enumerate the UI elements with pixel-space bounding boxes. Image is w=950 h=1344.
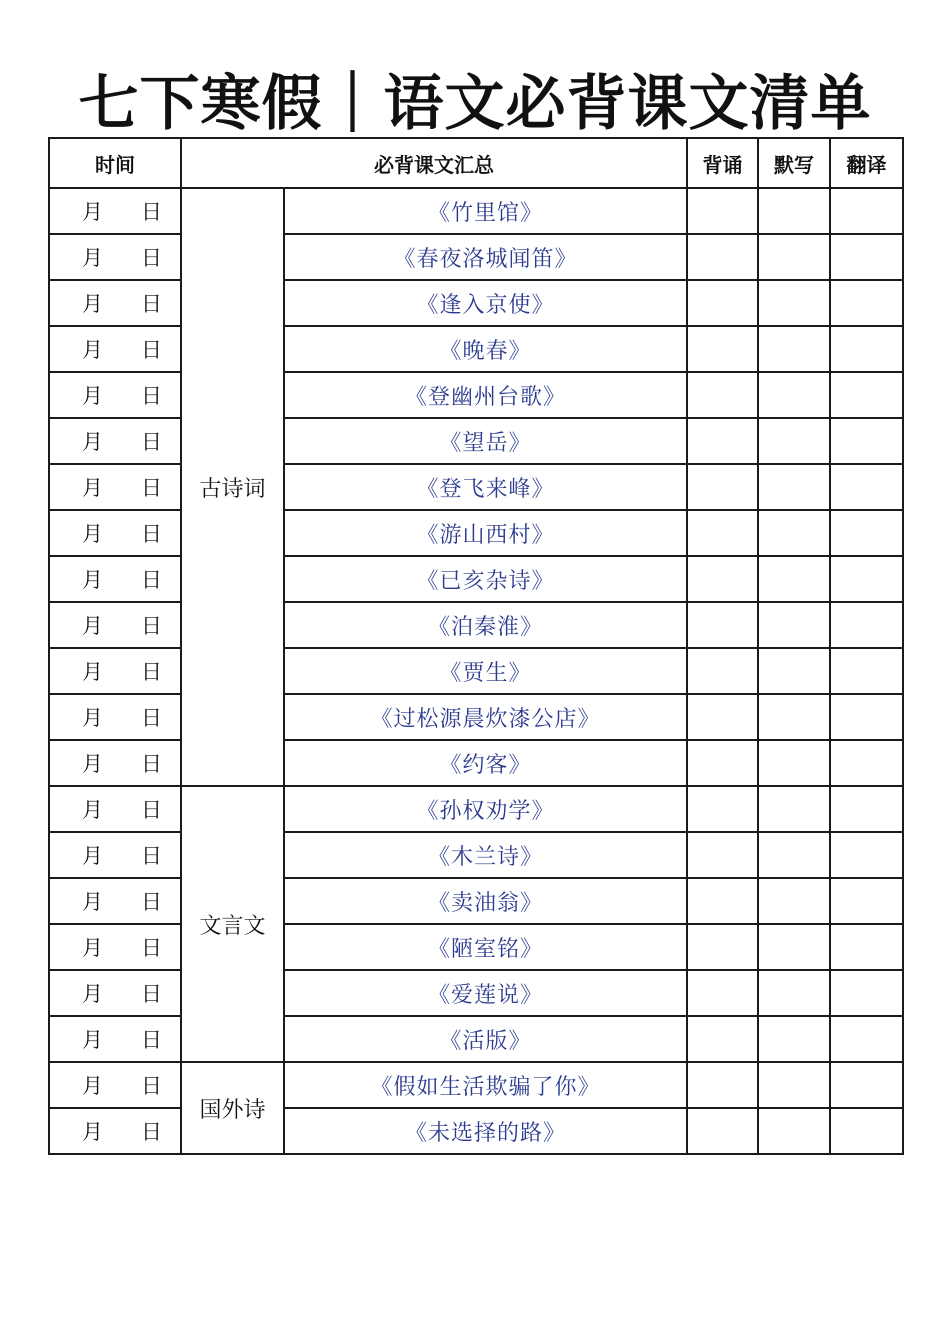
table-row (49, 924, 903, 970)
day-label: 日 (141, 1120, 162, 1144)
day-label: 日 (141, 568, 162, 592)
date-cell[interactable] (49, 418, 181, 464)
header-translate: 翻译 (830, 138, 903, 188)
text-title-cell: 《卖油翁》 (284, 878, 687, 924)
month-label: 月 (82, 614, 103, 638)
table-row (49, 1108, 903, 1154)
table-row (49, 510, 903, 556)
day-label: 日 (141, 200, 162, 224)
recite-checkbox-cell[interactable] (687, 280, 758, 326)
table-row (49, 234, 903, 280)
dictate-checkbox-cell[interactable] (758, 602, 830, 648)
recite-checkbox-cell[interactable] (687, 648, 758, 694)
table-row (49, 786, 903, 832)
translate-checkbox-cell[interactable] (830, 234, 903, 280)
dictate-checkbox-cell[interactable] (758, 510, 830, 556)
day-label: 日 (141, 430, 162, 454)
recite-checkbox-cell[interactable] (687, 326, 758, 372)
translate-checkbox-cell[interactable] (830, 464, 903, 510)
translate-checkbox-cell[interactable] (830, 510, 903, 556)
day-label: 日 (141, 844, 162, 868)
dictate-checkbox-cell[interactable] (758, 234, 830, 280)
day-label: 日 (141, 338, 162, 362)
dictate-checkbox-cell[interactable] (758, 740, 830, 786)
day-label: 日 (141, 798, 162, 822)
translate-checkbox-cell[interactable] (830, 786, 903, 832)
dictate-checkbox-cell[interactable] (758, 648, 830, 694)
translate-checkbox-cell[interactable] (830, 878, 903, 924)
dictate-checkbox-cell[interactable] (758, 556, 830, 602)
text-title-cell: 《约客》 (284, 740, 687, 786)
translate-checkbox-cell[interactable] (830, 970, 903, 1016)
recite-checkbox-cell[interactable] (687, 1062, 758, 1108)
text-title-cell: 《假如生活欺骗了你》 (284, 1062, 687, 1108)
day-label: 日 (141, 1028, 162, 1052)
text-title-cell: 《过松源晨炊漆公店》 (284, 694, 687, 740)
dictate-checkbox-cell[interactable] (758, 1062, 830, 1108)
text-title-cell: 《活版》 (284, 1016, 687, 1062)
month-label: 月 (82, 476, 103, 500)
month-label: 月 (82, 246, 103, 270)
translate-checkbox-cell[interactable] (830, 648, 903, 694)
recite-checkbox-cell[interactable] (687, 924, 758, 970)
recite-checkbox-cell[interactable] (687, 188, 758, 234)
category-cell: 古诗词 (181, 188, 284, 786)
dictate-checkbox-cell[interactable] (758, 418, 830, 464)
text-title-cell: 《孙权劝学》 (284, 786, 687, 832)
dictate-checkbox-cell[interactable] (758, 924, 830, 970)
text-title-cell: 《竹里馆》 (284, 188, 687, 234)
text-title-cell: 《逢入京使》 (284, 280, 687, 326)
date-cell[interactable] (49, 234, 181, 280)
dictate-checkbox-cell[interactable] (758, 694, 830, 740)
category-cell: 国外诗 (181, 1062, 284, 1154)
table-row (49, 464, 903, 510)
day-label: 日 (141, 660, 162, 684)
day-label: 日 (141, 706, 162, 730)
table-header-row (49, 138, 903, 188)
month-label: 月 (82, 706, 103, 730)
translate-checkbox-cell[interactable] (830, 188, 903, 234)
translate-checkbox-cell[interactable] (830, 372, 903, 418)
table-row (49, 832, 903, 878)
date-cell[interactable] (49, 1108, 181, 1154)
date-cell[interactable] (49, 924, 181, 970)
recite-checkbox-cell[interactable] (687, 970, 758, 1016)
month-label: 月 (82, 1120, 103, 1144)
recite-checkbox-cell[interactable] (687, 556, 758, 602)
table-row (49, 418, 903, 464)
recite-checkbox-cell[interactable] (687, 418, 758, 464)
month-label: 月 (82, 890, 103, 914)
header-time: 时间 (49, 138, 181, 188)
translate-checkbox-cell[interactable] (830, 1108, 903, 1154)
table-row (49, 970, 903, 1016)
table-row (49, 280, 903, 326)
recitation-checklist-table (48, 137, 904, 1155)
translate-checkbox-cell[interactable] (830, 602, 903, 648)
dictate-checkbox-cell[interactable] (758, 970, 830, 1016)
category-cell: 文言文 (181, 786, 284, 1062)
month-label: 月 (82, 292, 103, 316)
translate-checkbox-cell[interactable] (830, 280, 903, 326)
translate-checkbox-cell[interactable] (830, 1016, 903, 1062)
recite-checkbox-cell[interactable] (687, 740, 758, 786)
table-row (49, 878, 903, 924)
day-label: 日 (141, 246, 162, 270)
dictate-checkbox-cell[interactable] (758, 326, 830, 372)
table-row (49, 1016, 903, 1062)
table-row (49, 372, 903, 418)
text-title-cell: 《春夜洛城闻笛》 (284, 234, 687, 280)
text-title-cell: 《望岳》 (284, 418, 687, 464)
dictate-checkbox-cell[interactable] (758, 1016, 830, 1062)
date-cell[interactable] (49, 556, 181, 602)
date-cell[interactable] (49, 602, 181, 648)
table-row (49, 740, 903, 786)
date-cell[interactable] (49, 326, 181, 372)
text-title-cell: 《登幽州台歌》 (284, 372, 687, 418)
day-label: 日 (141, 982, 162, 1006)
table-body (49, 188, 903, 1154)
table-row (49, 694, 903, 740)
text-title-cell: 《陋室铭》 (284, 924, 687, 970)
recite-checkbox-cell[interactable] (687, 1108, 758, 1154)
text-title-cell: 《晚春》 (284, 326, 687, 372)
month-label: 月 (82, 1074, 103, 1098)
day-label: 日 (141, 1074, 162, 1098)
text-title-cell: 《游山西村》 (284, 510, 687, 556)
month-label: 月 (82, 752, 103, 776)
day-label: 日 (141, 476, 162, 500)
recite-checkbox-cell[interactable] (687, 464, 758, 510)
dictate-checkbox-cell[interactable] (758, 832, 830, 878)
dictate-checkbox-cell[interactable] (758, 786, 830, 832)
month-label: 月 (82, 1028, 103, 1052)
month-label: 月 (82, 384, 103, 408)
text-title-cell: 《登飞来峰》 (284, 464, 687, 510)
recite-checkbox-cell[interactable] (687, 786, 758, 832)
recite-checkbox-cell[interactable] (687, 878, 758, 924)
recite-checkbox-cell[interactable] (687, 1016, 758, 1062)
date-cell[interactable] (49, 786, 181, 832)
recite-checkbox-cell[interactable] (687, 602, 758, 648)
translate-checkbox-cell[interactable] (830, 326, 903, 372)
text-title-cell: 《泊秦淮》 (284, 602, 687, 648)
translate-checkbox-cell[interactable] (830, 924, 903, 970)
date-cell[interactable] (49, 280, 181, 326)
date-cell[interactable] (49, 1062, 181, 1108)
translate-checkbox-cell[interactable] (830, 418, 903, 464)
date-cell[interactable] (49, 970, 181, 1016)
dictate-checkbox-cell[interactable] (758, 280, 830, 326)
date-cell[interactable] (49, 740, 181, 786)
date-cell[interactable] (49, 878, 181, 924)
recite-checkbox-cell[interactable] (687, 510, 758, 556)
translate-checkbox-cell[interactable] (830, 740, 903, 786)
month-label: 月 (82, 844, 103, 868)
month-label: 月 (82, 982, 103, 1006)
date-cell[interactable] (49, 464, 181, 510)
date-cell[interactable] (49, 648, 181, 694)
month-label: 月 (82, 936, 103, 960)
header-recite: 背诵 (687, 138, 758, 188)
recite-checkbox-cell[interactable] (687, 832, 758, 878)
table-row (49, 326, 903, 372)
recite-checkbox-cell[interactable] (687, 694, 758, 740)
day-label: 日 (141, 292, 162, 316)
dictate-checkbox-cell[interactable] (758, 464, 830, 510)
month-label: 月 (82, 660, 103, 684)
translate-checkbox-cell[interactable] (830, 694, 903, 740)
dictate-checkbox-cell[interactable] (758, 188, 830, 234)
day-label: 日 (141, 614, 162, 638)
dictate-checkbox-cell[interactable] (758, 1108, 830, 1154)
table-row (49, 556, 903, 602)
day-label: 日 (141, 752, 162, 776)
month-label: 月 (82, 338, 103, 362)
recite-checkbox-cell[interactable] (687, 372, 758, 418)
text-title-cell: 《木兰诗》 (284, 832, 687, 878)
table-row (49, 1062, 903, 1108)
month-label: 月 (82, 568, 103, 592)
day-label: 日 (141, 890, 162, 914)
day-label: 日 (141, 936, 162, 960)
date-cell[interactable] (49, 832, 181, 878)
text-title-cell: 《已亥杂诗》 (284, 556, 687, 602)
dictate-checkbox-cell[interactable] (758, 372, 830, 418)
text-title-cell: 《未选择的路》 (284, 1108, 687, 1154)
month-label: 月 (82, 200, 103, 224)
translate-checkbox-cell[interactable] (830, 832, 903, 878)
date-cell[interactable] (49, 188, 181, 234)
month-label: 月 (82, 522, 103, 546)
text-title-cell: 《贾生》 (284, 648, 687, 694)
translate-checkbox-cell[interactable] (830, 1062, 903, 1108)
date-cell[interactable] (49, 694, 181, 740)
month-label: 月 (82, 798, 103, 822)
day-label: 日 (141, 522, 162, 546)
translate-checkbox-cell[interactable] (830, 556, 903, 602)
month-label: 月 (82, 430, 103, 454)
day-label: 日 (141, 384, 162, 408)
recite-checkbox-cell[interactable] (687, 234, 758, 280)
date-cell[interactable] (49, 372, 181, 418)
table-row (49, 602, 903, 648)
table-row (49, 188, 903, 234)
header-dictate: 默写 (758, 138, 830, 188)
dictate-checkbox-cell[interactable] (758, 878, 830, 924)
date-cell[interactable] (49, 1016, 181, 1062)
text-title-cell: 《爱莲说》 (284, 970, 687, 1016)
header-summary: 必背课文汇总 (181, 138, 687, 188)
page-title: 七下寒假｜语文必背课文清单 (78, 69, 872, 139)
date-cell[interactable] (49, 510, 181, 556)
table-row (49, 648, 903, 694)
